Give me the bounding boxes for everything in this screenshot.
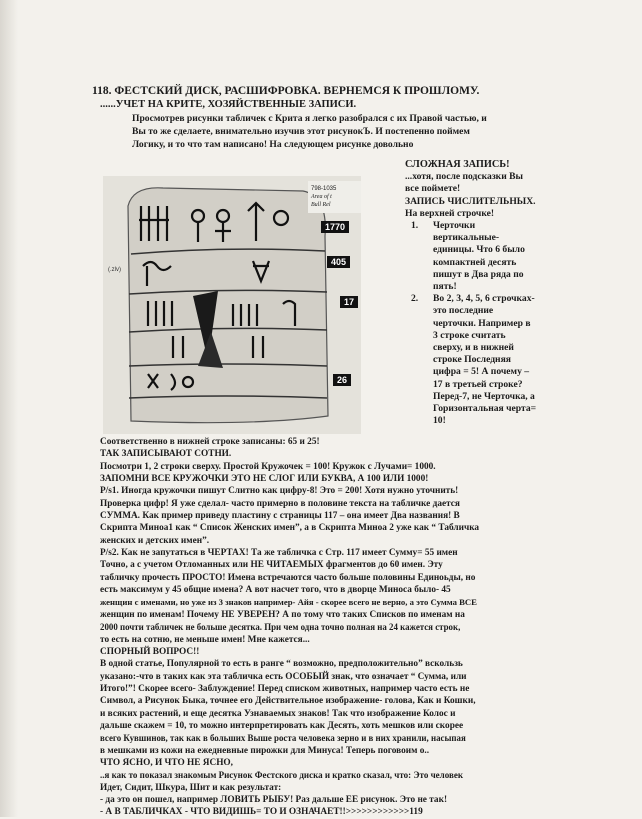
list-item-line: Во 2, 3, 4, 5, 6 строчках- (433, 293, 535, 305)
list-item-number: 1. (411, 220, 419, 232)
sidebar-line-4: На верхней строчке! (405, 207, 495, 219)
number-label-1: 1770 (321, 221, 349, 233)
number-label-3: 17 (340, 296, 358, 308)
body-line: дальше скажем = 10, то можно интерпретировать как Десять, хоть мешков или скорее (100, 720, 464, 731)
sidebar-list (405, 220, 545, 427)
body-line: СПОРНЫЙ ВОПРОС!! (100, 646, 200, 657)
list-item-line: пишут в Два ряда по (433, 268, 524, 280)
body-line: В одной статье, Популярной то есть в ранге “ возможно, предположительно” вскользь (100, 659, 463, 670)
body-line: женщин с именами, но уже из 3 знаков например- Айя - скорее всего не верно, а это Сумма ВСЕ (100, 597, 477, 608)
body-line: Посмотри 1, 2 строки сверху. Простой Кружочек = 100! Кружок с Лучами= 1000. (100, 461, 436, 472)
body-line: P/s2. Как не запутаться в ЧЕРТАХ! Та же табличка с Стр. 117 имеет Сумму= 55 имен (100, 548, 458, 559)
body-line: ЗАПОМНИ ВСЕ КРУЖОЧКИ ЭТО НЕ СЛОГ ИЛИ БУКВА, А 100 ИЛИ 1000! (100, 474, 429, 485)
body-line: то есть на сотню, не меньше имен! Мне кажется... (100, 634, 310, 645)
list-item-number: 2. (411, 293, 419, 305)
body-line: ..я как то показал знакомым Рисунок Фестского диска и кратко сказал, что: Это человек (100, 770, 464, 781)
list-item (405, 293, 545, 427)
corner-text-3: Bull Rel (311, 202, 331, 208)
list-item-line: черточки. Например в (433, 317, 531, 329)
body-line: Скрипта Миноа1 как “ Список Женских имен”, а в Скрипта Миноа 2 уже как “ Табличка (100, 523, 480, 534)
sidebar-line-1: ...хотя, после подсказки Вы (405, 171, 524, 183)
body-line: Точно, а с учетом Отломанных или НЕ ЧИТАЕМЫХ фрагментов до 60 имен. Эту (100, 560, 443, 571)
list-item-line: компактней десять (433, 256, 517, 268)
sidebar-line-3: ЗАПИСЬ ЧИСЛИТЕЛЬНЫХ. (405, 195, 536, 207)
body-line: в мешками из кожи на ежедневные пирожки для Минуса! Теперь поговоим о.. (100, 745, 430, 756)
body-line: указано:-что в таких как эта табличка есть ОСОБЫЙ знак, что означает “ Сумма, или (100, 671, 467, 682)
sidebar-line-2: все поймете! (405, 183, 461, 195)
list-item-line: 10! (433, 415, 446, 427)
sidebar-notes (405, 159, 545, 427)
list-item-line: Черточки (433, 220, 476, 232)
list-item-line: Перед-7, не Черточка, а (433, 390, 535, 402)
intro-line-3: Логику, и то что там написано! На следующем рисунке довольно (132, 139, 414, 150)
intro-line-2: Вы то же сделаете, внимательно изучив этот рисунокЪ. И постепенно поймем (132, 126, 470, 137)
list-item-line: пять! (433, 281, 457, 293)
body-line: ТАК ЗАПИСЫВАЮТ СОТНИ. (100, 449, 232, 460)
page-title: 118. ФЕСТСКИЙ ДИСК, РАСШИФРОВКА. ВЕРНЕМСЯ К ПРОШЛОМУ. (92, 85, 480, 97)
body-line: и всяких растений, и еще десятка Узнаваемых знаков! Так что изображение Колос и (100, 708, 456, 719)
sidebar-title: СЛОЖНАЯ ЗАПИСЬ! (405, 159, 510, 170)
list-item-line: цифра = 5! А почему – (433, 366, 530, 378)
list-item-line: это последние (433, 305, 494, 317)
body-line: Соответственно в нижней строке записаны: 65 и 25! (100, 437, 320, 447)
body-line: СУММА. Как пример приведу пластину с страницы 117 – она имеет Два названия! В (100, 511, 460, 522)
list-item (405, 220, 545, 293)
body-line: Проверка цифр! Я уже сделал- часто примерно в половине текста на табличке дается (100, 498, 460, 509)
body-line: P/s1. Иногда кружочки пишут Слитно как цифру-8! Это = 200! Хотя нужно уточнить! (100, 486, 459, 497)
body-line: ЧТО ЯСНО, И ЧТО НЕ ЯСНО, (100, 757, 233, 768)
body-line: всего Кувшинов, так как в больших Выше роста человека зерно и в них хранили, насыпая (100, 733, 466, 744)
body-line: Итого!”! Скорее всего- Заблуждение! Перед списком животных, например часто есть не (100, 683, 470, 694)
list-item-line: сверху, и в нижней (433, 342, 514, 354)
list-item-line: строке Последняя (433, 354, 511, 366)
body-line: женщин по именам! Почему НЕ УВЕРЕН? А по тому что таких Списков по именам на (100, 609, 465, 620)
body-line: женских и детских имен”. (100, 535, 210, 546)
body-line: - А В ТАБЛИЧКАХ - ЧТО ВИДИШЬ= ТО И ОЗНАЧАЕТ!!>>>>>>>>>>>>119 (100, 807, 423, 818)
list-item-line: 17 в третьей строке? (433, 378, 523, 390)
list-item-line: Горизонтальная черта= (433, 403, 537, 415)
body-line: табличку прочесть ПРОСТО! Имена встречаются часто больше половины Единоьды, но (100, 572, 476, 583)
body-line: - да это он пошел, например ЛОВИТЬ РЫБУ! Раз дальше ЕЕ рисунок. Это не так! (100, 794, 448, 805)
body-line: 2000 почти табличек не больше десятка. При чем одна точно полная на 24 кажется строк, (100, 622, 461, 633)
list-item-line: 3 строке считать (433, 329, 506, 341)
tablet-image (103, 176, 361, 434)
body-line: есть максимум у 45 общие имена? А вот насчет того, что в дворце Миноса было- 45 (100, 585, 451, 596)
corner-text-1: 798-1035 (311, 186, 337, 192)
number-label-4: 26 (333, 374, 351, 386)
body-text (100, 436, 570, 819)
list-item-line: единицы. Что 6 было (433, 244, 525, 256)
number-label-2: 405 (327, 256, 350, 268)
svg-text:(.zlv): (.zlv) (108, 267, 121, 273)
list-item-line: вертикальные- (433, 232, 500, 244)
intro-line-1: Просмотрев рисунки табличек с Крита я легко разобрался с их Правой частью, и (132, 113, 487, 124)
page-shadow (0, 0, 18, 817)
body-line: Символ, а Рисунок Быка, точнее его Действительное изображение- голова, Как и Кошки, (100, 696, 476, 707)
page-subtitle: ......УЧЕТ НА КРИТЕ, ХОЗЯЙСТВЕННЫЕ ЗАПИСИ. (100, 99, 357, 110)
tablet-drawing (103, 176, 361, 434)
body-line: Идет, Сидит, Шкура, Шит и как результат: (100, 782, 282, 793)
corner-text-2: Area of t (311, 194, 332, 200)
